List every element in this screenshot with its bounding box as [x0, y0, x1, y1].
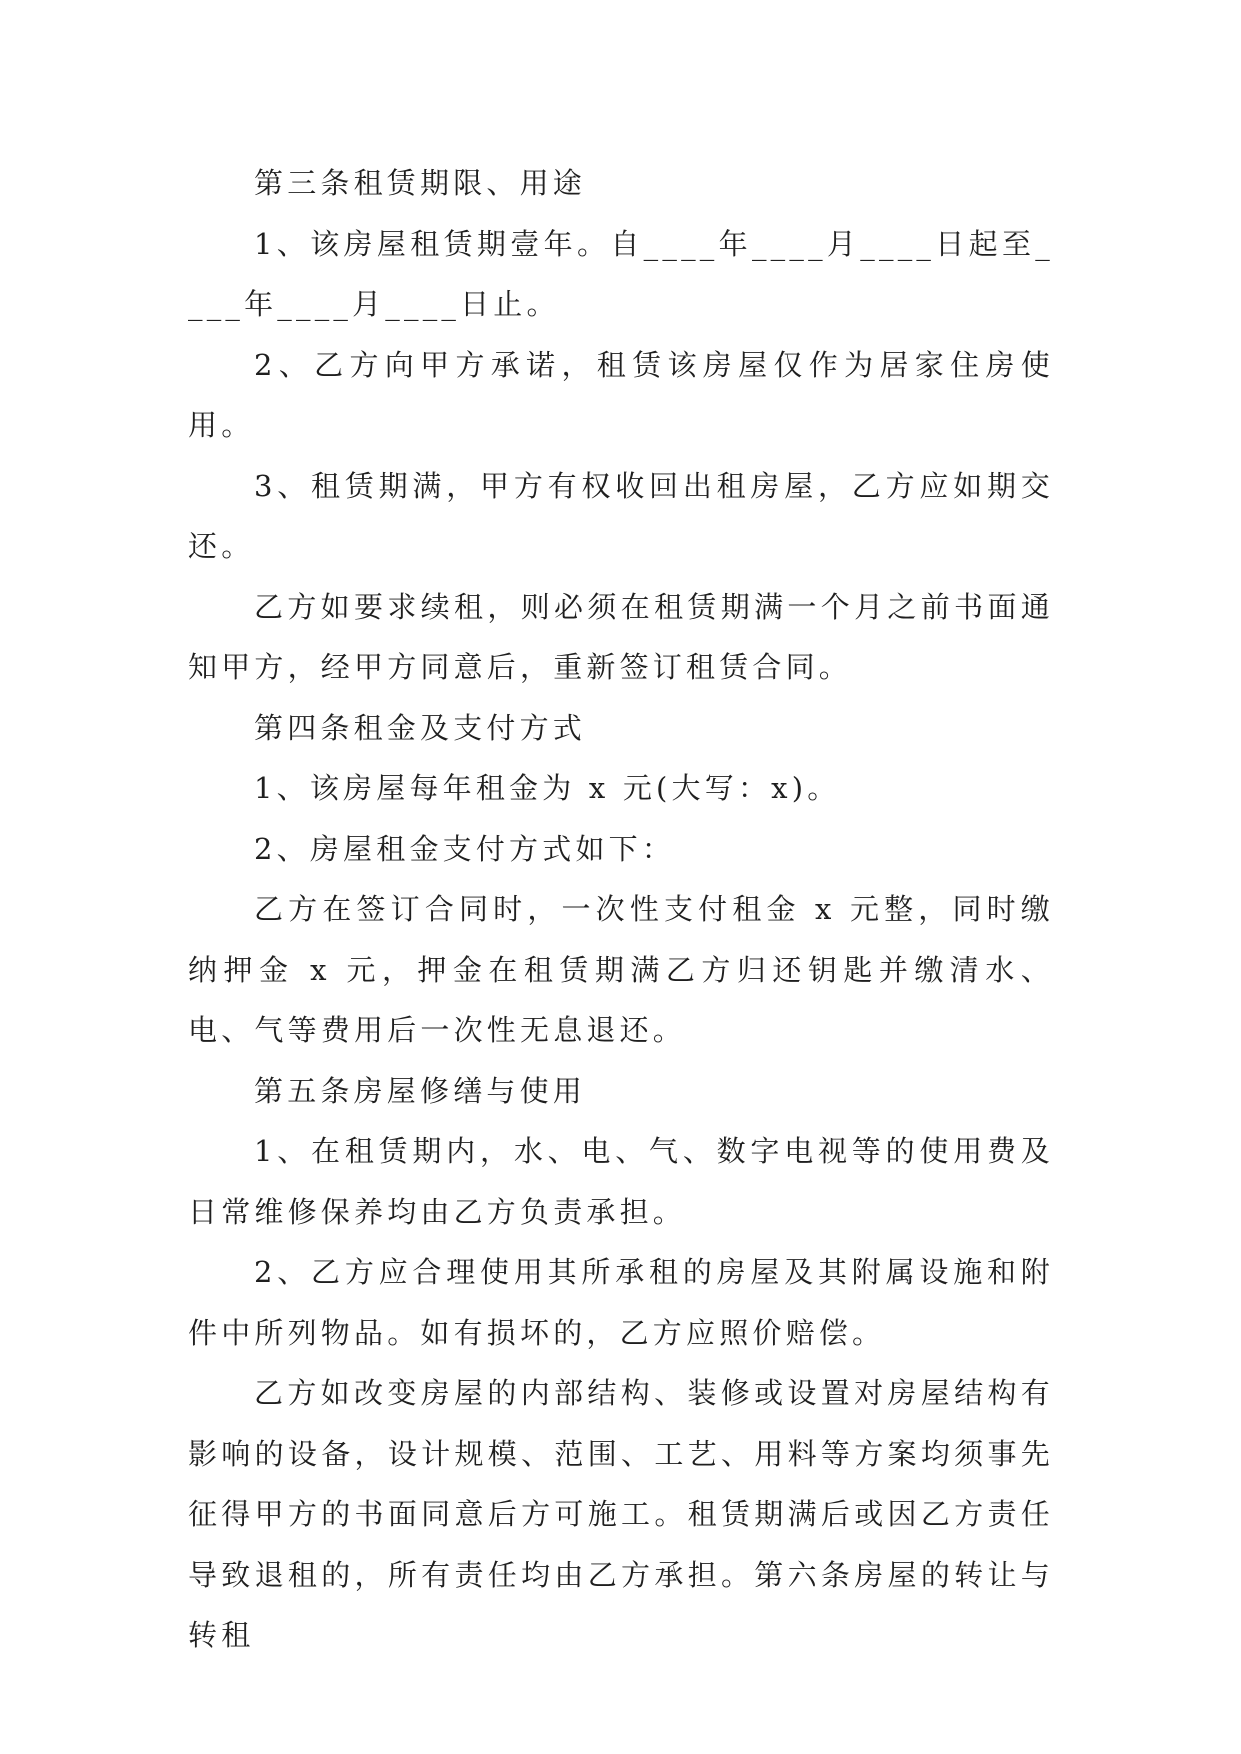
- paragraph-usage-promise: 2、乙方向甲方承诺，租赁该房屋仅作为居家住房使用。: [188, 347, 1054, 442]
- document-body: [188, 153, 1054, 1666]
- heading-article-5: 第五条房屋修缮与使用: [254, 1073, 587, 1108]
- paragraph-lease-expiry: 3、租赁期满，甲方有权收回出租房屋，乙方应如期交还。: [188, 468, 1054, 563]
- paragraph-alterations: 乙方如改变房屋的内部结构、装修或设置对房屋结构有影响的设备，设计规模、范围、工艺、用料等方案均须事先征得甲方的书面同意后方可施工。租赁期满后或因乙方责任导致退租的，所有责任均由乙方承担。第六条房屋的转让与转租: [188, 1376, 1054, 1652]
- heading-article-3: 第三条租赁期限、用途: [254, 166, 587, 200]
- paragraph-renewal: 乙方如要求续租，则必须在租赁期满一个月之前书面通知甲方，经甲方同意后，重新签订租赁合同。: [188, 589, 1054, 684]
- paragraph-proper-use: 2、乙方应合理使用其所承租的房屋及其附属设施和附件中所列物品。如有损坏的，乙方应照价赔偿。: [188, 1255, 1054, 1350]
- heading-article-4: 第四条租金及支付方式: [254, 710, 587, 745]
- paragraph-annual-rent: 1、该房屋每年租金为 x 元(大写：x)。: [254, 771, 841, 805]
- paragraph-lease-term: 1、该房屋租赁期壹年。自____年____月____日起至____年____月____日止。: [188, 226, 1054, 321]
- paragraph-utility-fees: 1、在租赁期内，水、电、气、数字电视等的使用费及日常维修保养均由乙方负责承担。: [188, 1134, 1054, 1229]
- paragraph-deposit: 乙方在签订合同时，一次性支付租金 x 元整，同时缴纳押金 x 元，押金在租赁期满乙方归还钥匙并缴清水、电、气等费用后一次性无息退还。: [188, 892, 1054, 1047]
- paragraph-payment-method: 2、房屋租金支付方式如下：: [254, 831, 676, 866]
